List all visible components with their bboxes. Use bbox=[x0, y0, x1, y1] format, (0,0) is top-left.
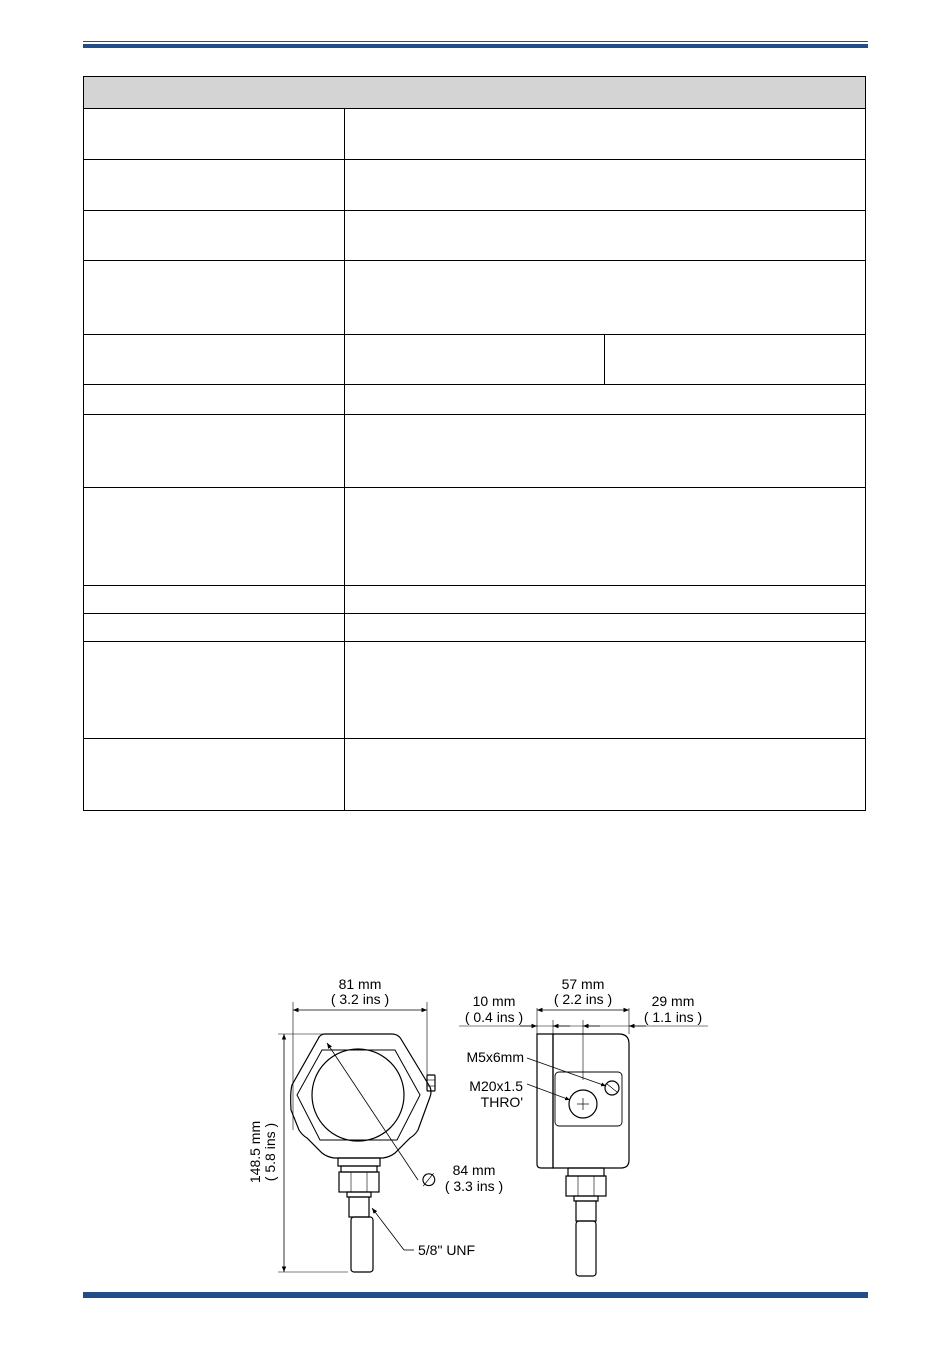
gland-label-line-2: THRO' bbox=[480, 1094, 523, 1110]
collar bbox=[347, 1192, 371, 1197]
width-ins-label: ( 3.2 ins ) bbox=[330, 991, 390, 1007]
left-ins-label: ( 0.4 ins ) bbox=[464, 1009, 524, 1025]
footer-rule bbox=[83, 1292, 868, 1298]
left-mm-label: 10 mm bbox=[472, 993, 516, 1009]
screw-label: M5x6mm bbox=[466, 1049, 524, 1065]
right-mm-label: 29 mm bbox=[651, 993, 695, 1009]
neck-ring bbox=[341, 1166, 377, 1172]
housing-window bbox=[312, 1049, 404, 1141]
diameter-ins-label: ( 3.3 ins ) bbox=[444, 1178, 504, 1194]
gland-leader bbox=[527, 1084, 570, 1100]
height-ins-label: ( 5.8 ins ) bbox=[262, 1122, 278, 1182]
front-view bbox=[278, 1002, 435, 1272]
gland-label-line-1: M20x1.5 bbox=[469, 1078, 523, 1094]
diameter-symbol: ∅ bbox=[421, 1170, 437, 1190]
diameter-leader bbox=[327, 1043, 406, 1162]
side-cover bbox=[537, 1034, 553, 1168]
side-body bbox=[553, 1034, 629, 1168]
hex-nut bbox=[339, 1172, 379, 1192]
thread-label: 5/8" UNF bbox=[418, 1242, 476, 1258]
thread bbox=[349, 1197, 369, 1217]
hex-outline bbox=[297, 1050, 420, 1140]
side-probe bbox=[576, 1221, 596, 1276]
probe bbox=[351, 1217, 373, 1272]
side-thread bbox=[576, 1201, 596, 1221]
depth-ins-label: ( 2.2 ins ) bbox=[553, 991, 613, 1007]
width-mm-label: 81 mm bbox=[338, 976, 382, 992]
right-ins-label: ( 1.1 ins ) bbox=[643, 1009, 703, 1025]
side-collar bbox=[574, 1196, 598, 1201]
thread-leader bbox=[372, 1208, 404, 1250]
height-mm-label: 148.5 mm bbox=[247, 1120, 263, 1184]
side-hex-nut bbox=[566, 1176, 606, 1196]
side-neck bbox=[568, 1168, 604, 1176]
diameter-mm-label: 84 mm bbox=[452, 1162, 496, 1178]
neck bbox=[338, 1158, 380, 1166]
depth-mm-label: 57 mm bbox=[561, 976, 605, 992]
